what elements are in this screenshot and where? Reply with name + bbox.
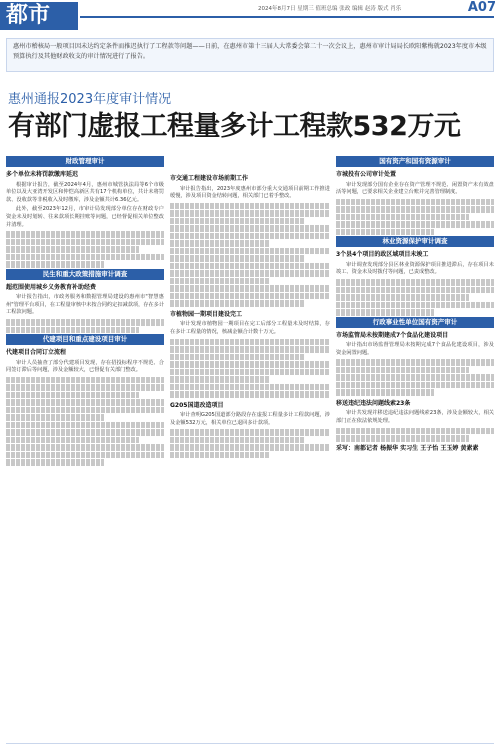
paragraph: 审计指出市场监督管理局未按期完成7个食品化建设项目，涉及资金闲置问题。 [336, 342, 494, 356]
text-line [170, 218, 304, 225]
text-line [336, 428, 494, 435]
text-line [170, 293, 330, 300]
text-line [6, 392, 139, 399]
text-line [170, 300, 304, 307]
date-line: 2024年8月7日 星期三 值班总编 张政 编辑 赵涛 版式 肖乐 [258, 6, 402, 12]
text-line [170, 225, 330, 232]
text-line [6, 459, 104, 466]
text-line [170, 452, 269, 459]
page-number: A07 [467, 0, 496, 15]
text-line [170, 384, 330, 391]
text-line [6, 437, 139, 444]
text-line [6, 452, 164, 459]
paragraph: 审计人员抽查了部分代建项目发现，存在招投标程序不规范、合同签订滞后等问题，涉及金额较大，已督促有关部门整改。 [6, 359, 164, 374]
text-line [6, 239, 164, 246]
text-line [336, 199, 494, 206]
text-line [6, 384, 164, 391]
text-line [170, 255, 304, 262]
text-line [170, 278, 269, 285]
text-line [6, 319, 164, 326]
text-line [336, 302, 494, 309]
text-line [6, 327, 139, 334]
subhead: 市城投有公司审计处置 [336, 171, 397, 178]
byline: 采写：南都记者 杨振华 实习生 王子怡 王玉婷 黄素素 [336, 444, 479, 452]
header-rule [80, 16, 494, 18]
subhead: 移送违纪违法问题线索23条 [336, 399, 411, 407]
section-bar-fiscal: 财政管理审计 [6, 156, 164, 167]
text-line [336, 435, 469, 442]
subhead: 代建项目合同订立流程 [6, 349, 67, 357]
text-line [170, 285, 330, 292]
text-line [170, 339, 330, 346]
text-line [170, 444, 330, 451]
paragraph: 此外，截至2023年12月，市审计局发现部分单位存在财政专户资金未及时划转、往来款项长期挂账等问题，已经督促相关单位整改并清理。 [6, 206, 164, 228]
text-line [336, 374, 494, 381]
text-line [170, 429, 330, 436]
text-line [6, 254, 164, 261]
section-bar-livelihood: 民生和重大政策措施审计调查 [6, 269, 164, 280]
text-line [336, 279, 494, 286]
column-1 [6, 155, 164, 743]
text-line [6, 377, 164, 384]
subhead: 市场监管局未按期建成7个食品化建设项目 [336, 331, 449, 339]
text-line [6, 422, 164, 429]
text-line [170, 203, 330, 210]
text-line [170, 240, 269, 247]
paragraph: 审计发现部分国有企业存在资产管理不规范、闲置资产未有效盘活等问题，已要求相关企业建立台账并完善管理制度。 [336, 181, 494, 196]
paragraph: 根据审计报告，截至2024年4月，惠州市城管执法局等6个市级单位以及大亚湾开发区和仲恺高新区共有17个机构单位，共计未将罚款、没收款等非税收入及时缴库，涉及金额共计6.36亿元。 [6, 181, 164, 203]
paragraph: 审计调查发现部分县区林业资源保护项目推进滞后，存在项目未竣工、资金未及时拨付等问题，已责成整改。 [336, 261, 494, 276]
subhead: 市交通工程建设市场前期工作 [170, 175, 249, 182]
text-line [6, 414, 104, 421]
text-line [336, 294, 469, 301]
text-line [170, 369, 330, 376]
text-line [170, 391, 330, 398]
text-line [6, 407, 164, 414]
subhead: 多个单位未将罚款缴库延迟 [6, 171, 79, 178]
article-kicker: 惠州通报2023年度审计情况 [8, 92, 172, 107]
column-2 [170, 155, 330, 743]
text-line [6, 429, 164, 436]
text-line [170, 248, 330, 255]
text-line [170, 376, 269, 383]
text-line [6, 399, 164, 406]
text-line [170, 270, 330, 277]
paragraph: 审计报告指出，市政务服务和数据管理局建设的惠州市"智慧惠州"管理平台项目，在工程量审核中未按合同约定扣减款项，存在多计工程款问题。 [6, 294, 164, 316]
masthead [0, 0, 500, 38]
text-line [170, 354, 304, 361]
text-line [336, 214, 469, 221]
text-line [336, 287, 494, 294]
footer-rule [6, 743, 494, 744]
subhead: 超范围使用城乡义务教育补助经费 [6, 283, 97, 291]
text-line [170, 346, 330, 353]
text-line [6, 231, 164, 238]
text-line [6, 246, 139, 253]
subhead: 市植物园一期项目建设完工 [170, 310, 243, 318]
text-line [336, 206, 494, 213]
text-line [6, 261, 104, 268]
text-line [170, 437, 304, 444]
section-bar-state-assets: 国有资产和国有资源审计 [336, 156, 494, 167]
column-3 [336, 155, 494, 743]
text-line [170, 210, 330, 217]
text-line [336, 359, 494, 366]
paragraph: 审计报告指出，2023年度惠州市部分重大交通项目前期工作推进缓慢，涉及项目资金结转问题，相关部门已着手整改。 [170, 185, 330, 200]
paragraph: 审计发现市植物园一期项目在完工后部分工程量未及时结算，存在多计工程量的情况，核减金额合计数十万元。 [170, 321, 330, 335]
text-line [6, 444, 164, 451]
text-line [336, 221, 494, 228]
text-line [170, 233, 330, 240]
text-line [336, 309, 434, 316]
text-line [170, 361, 330, 368]
text-line [170, 263, 330, 270]
text-line [336, 367, 469, 374]
article-headline: 有部门虚报工程量多计工程款532万元 [8, 111, 461, 142]
subhead: 3个县4个项目的政区域项目未竣工 [336, 251, 429, 259]
section-bar-construction: 代建项目和重点建设项目审计 [6, 334, 164, 345]
section-bar-admin-assets: 行政事业性单位国有资产审计 [336, 317, 494, 328]
section-tag: 都市 [0, 2, 78, 30]
lead-paragraph: 惠州市稽核局一般项目因未达约定条件而推迟执行了工程款等问题——日前，在惠州市第十三届人大常委会第二十一次会议上，惠州市审计局局长欧阳紫梅就2023年度市本级预算执行及其他财政收支的审计情况进行了报告。 [6, 38, 494, 72]
subhead: G205国道改造项目 [170, 401, 224, 409]
paragraph: 审计共发现并移送违纪违法问题线索23条，涉及金额较大，相关部门正在依法依规处理。 [336, 410, 494, 425]
text-line [336, 382, 494, 389]
text-line [336, 229, 434, 236]
text-line [336, 389, 434, 396]
section-bar-forestry: 林业资源保护审计调查 [336, 236, 494, 247]
paragraph: 审计查明G205国道部分路段存在虚报工程量多计工程款问题，涉及金额532万元，相关单位已退回多计款项。 [170, 412, 330, 426]
